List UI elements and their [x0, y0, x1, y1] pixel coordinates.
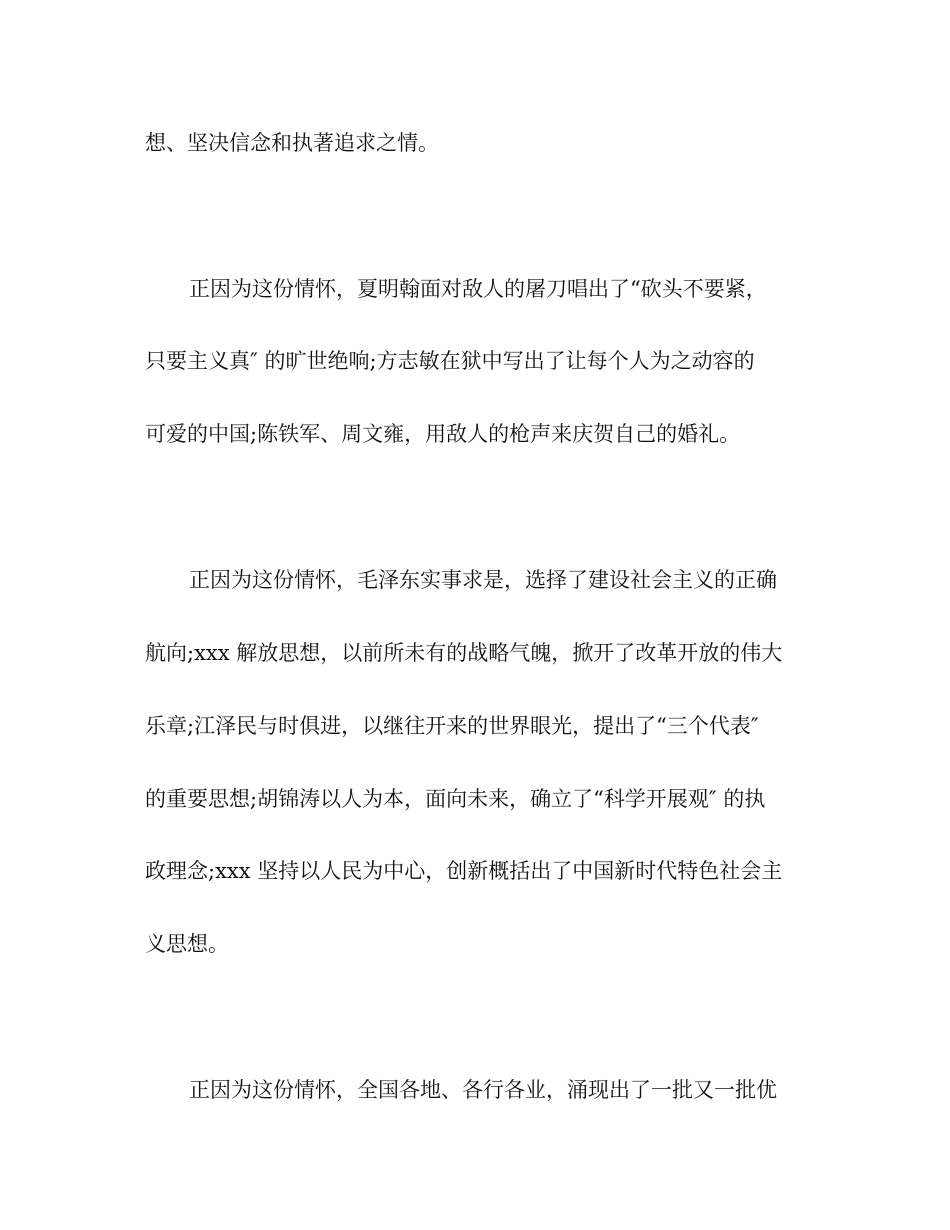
text-line: 乐章;江泽民与时俱进，以继往开来的世界眼光，提出了“三个代表″ [145, 714, 759, 738]
paragraph-first-line: 正因为这份情怀，毛泽东实事求是，选择了建设社会主义的正确 [189, 568, 777, 592]
text-line: 政理念;xxx 坚持以人民为中心，创新概括出了中国新时代特色社会主 [145, 859, 783, 883]
paragraph-first-line: 正因为这份情怀，全国各地、各行各业，涌现出了一批又一批优 [189, 1078, 777, 1102]
text-line: 想、坚决信念和执著追求之情。 [145, 131, 439, 155]
text-line: 义思想。 [145, 932, 229, 956]
text-line: 的重要思想;胡锦涛以人为本，面向未来，确立了“科学开展观″ 的执 [145, 787, 766, 811]
text-line: 只要主义真″ 的旷世绝响;方志敏在狱中写出了让每个人为之动容的 [145, 349, 755, 373]
paragraph-first-line: 正因为这份情怀，夏明翰面对敌人的屠刀唱出了“砍头不要紧， [189, 277, 767, 301]
text-line: 可爱的中国;陈铁军、周文雍，用敌人的枪声来庆贺自己的婚礼。 [145, 422, 741, 446]
text-line: 航向;xxx 解放思想，以前所未有的战略气魄，掀开了改革开放的伟大 [145, 641, 783, 665]
